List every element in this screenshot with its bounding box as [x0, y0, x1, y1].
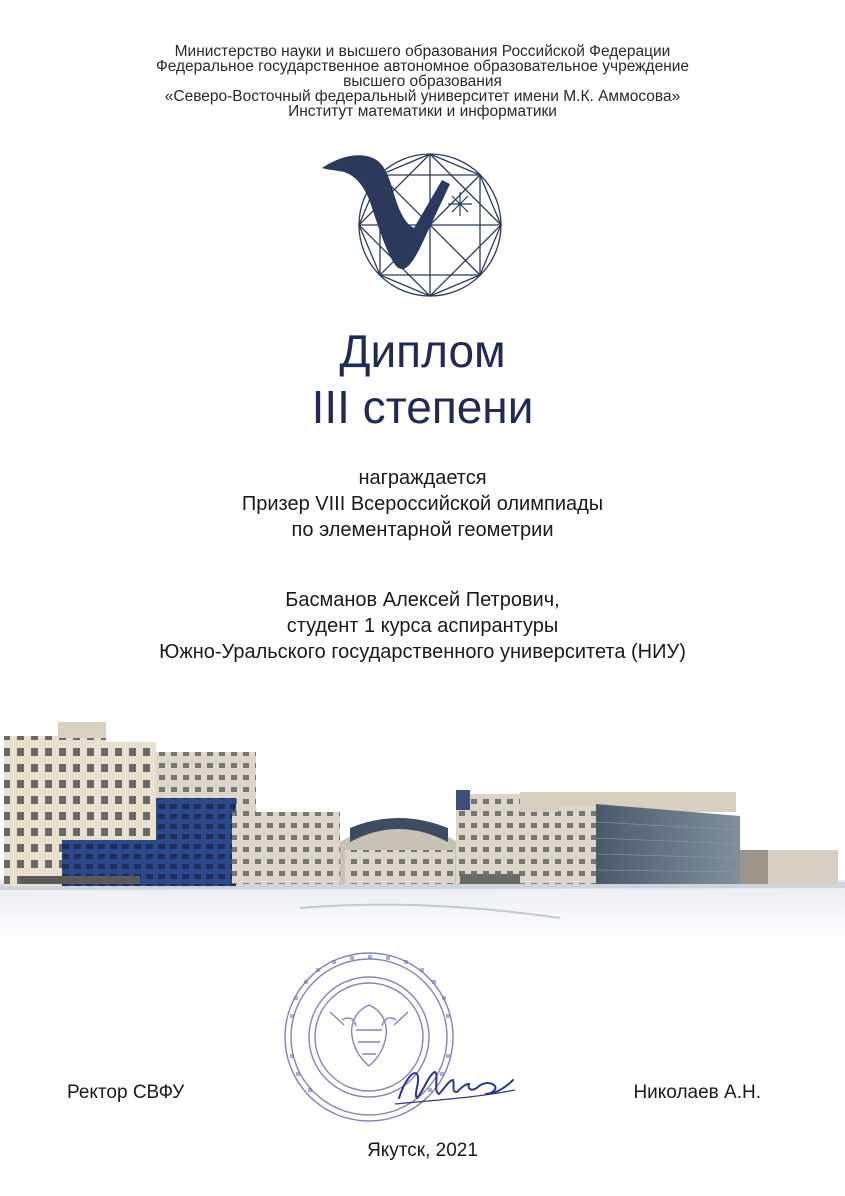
- award-verb: награждается: [358, 467, 487, 489]
- diploma-title: [0, 323, 845, 435]
- award-block: [0, 465, 845, 543]
- title-word: Диплом: [339, 325, 506, 377]
- header-line-education: высшего образования: [343, 73, 502, 90]
- header-line-ministry: Министерство науки и высшего образования Российской Федерации: [174, 43, 671, 60]
- rector-name: Николаев А.Н.: [633, 1082, 761, 1103]
- header-line-institute: Институт математики и информатики: [288, 103, 557, 120]
- award-subject: по элементарной геометрии: [291, 519, 554, 541]
- header-line-university: «Северо-Восточный федеральный университет имени М.К. Аммосова»: [164, 88, 681, 105]
- campus-building-image: [0, 712, 845, 942]
- rector-title: Ректор СВФУ: [67, 1082, 185, 1103]
- issuer-header: [0, 44, 845, 119]
- recipient-position: студент 1 курса аспирантуры: [286, 615, 559, 637]
- award-title: Призер VIII Всероссийской олимпиады: [241, 493, 604, 515]
- university-logo-icon: [318, 150, 510, 300]
- recipient-institution: Южно-Уральского государственного университета (НИУ): [159, 641, 686, 663]
- handwritten-signature: [395, 1060, 515, 1110]
- place-and-date: Якутск, 2021: [367, 1140, 478, 1161]
- recipient-block: [0, 587, 845, 665]
- title-degree: III степени: [311, 381, 534, 433]
- header-line-federal: Федеральное государственное автономное образовательное учреждение: [155, 58, 690, 75]
- recipient-name: Басманов Алексей Петрович,: [285, 589, 560, 611]
